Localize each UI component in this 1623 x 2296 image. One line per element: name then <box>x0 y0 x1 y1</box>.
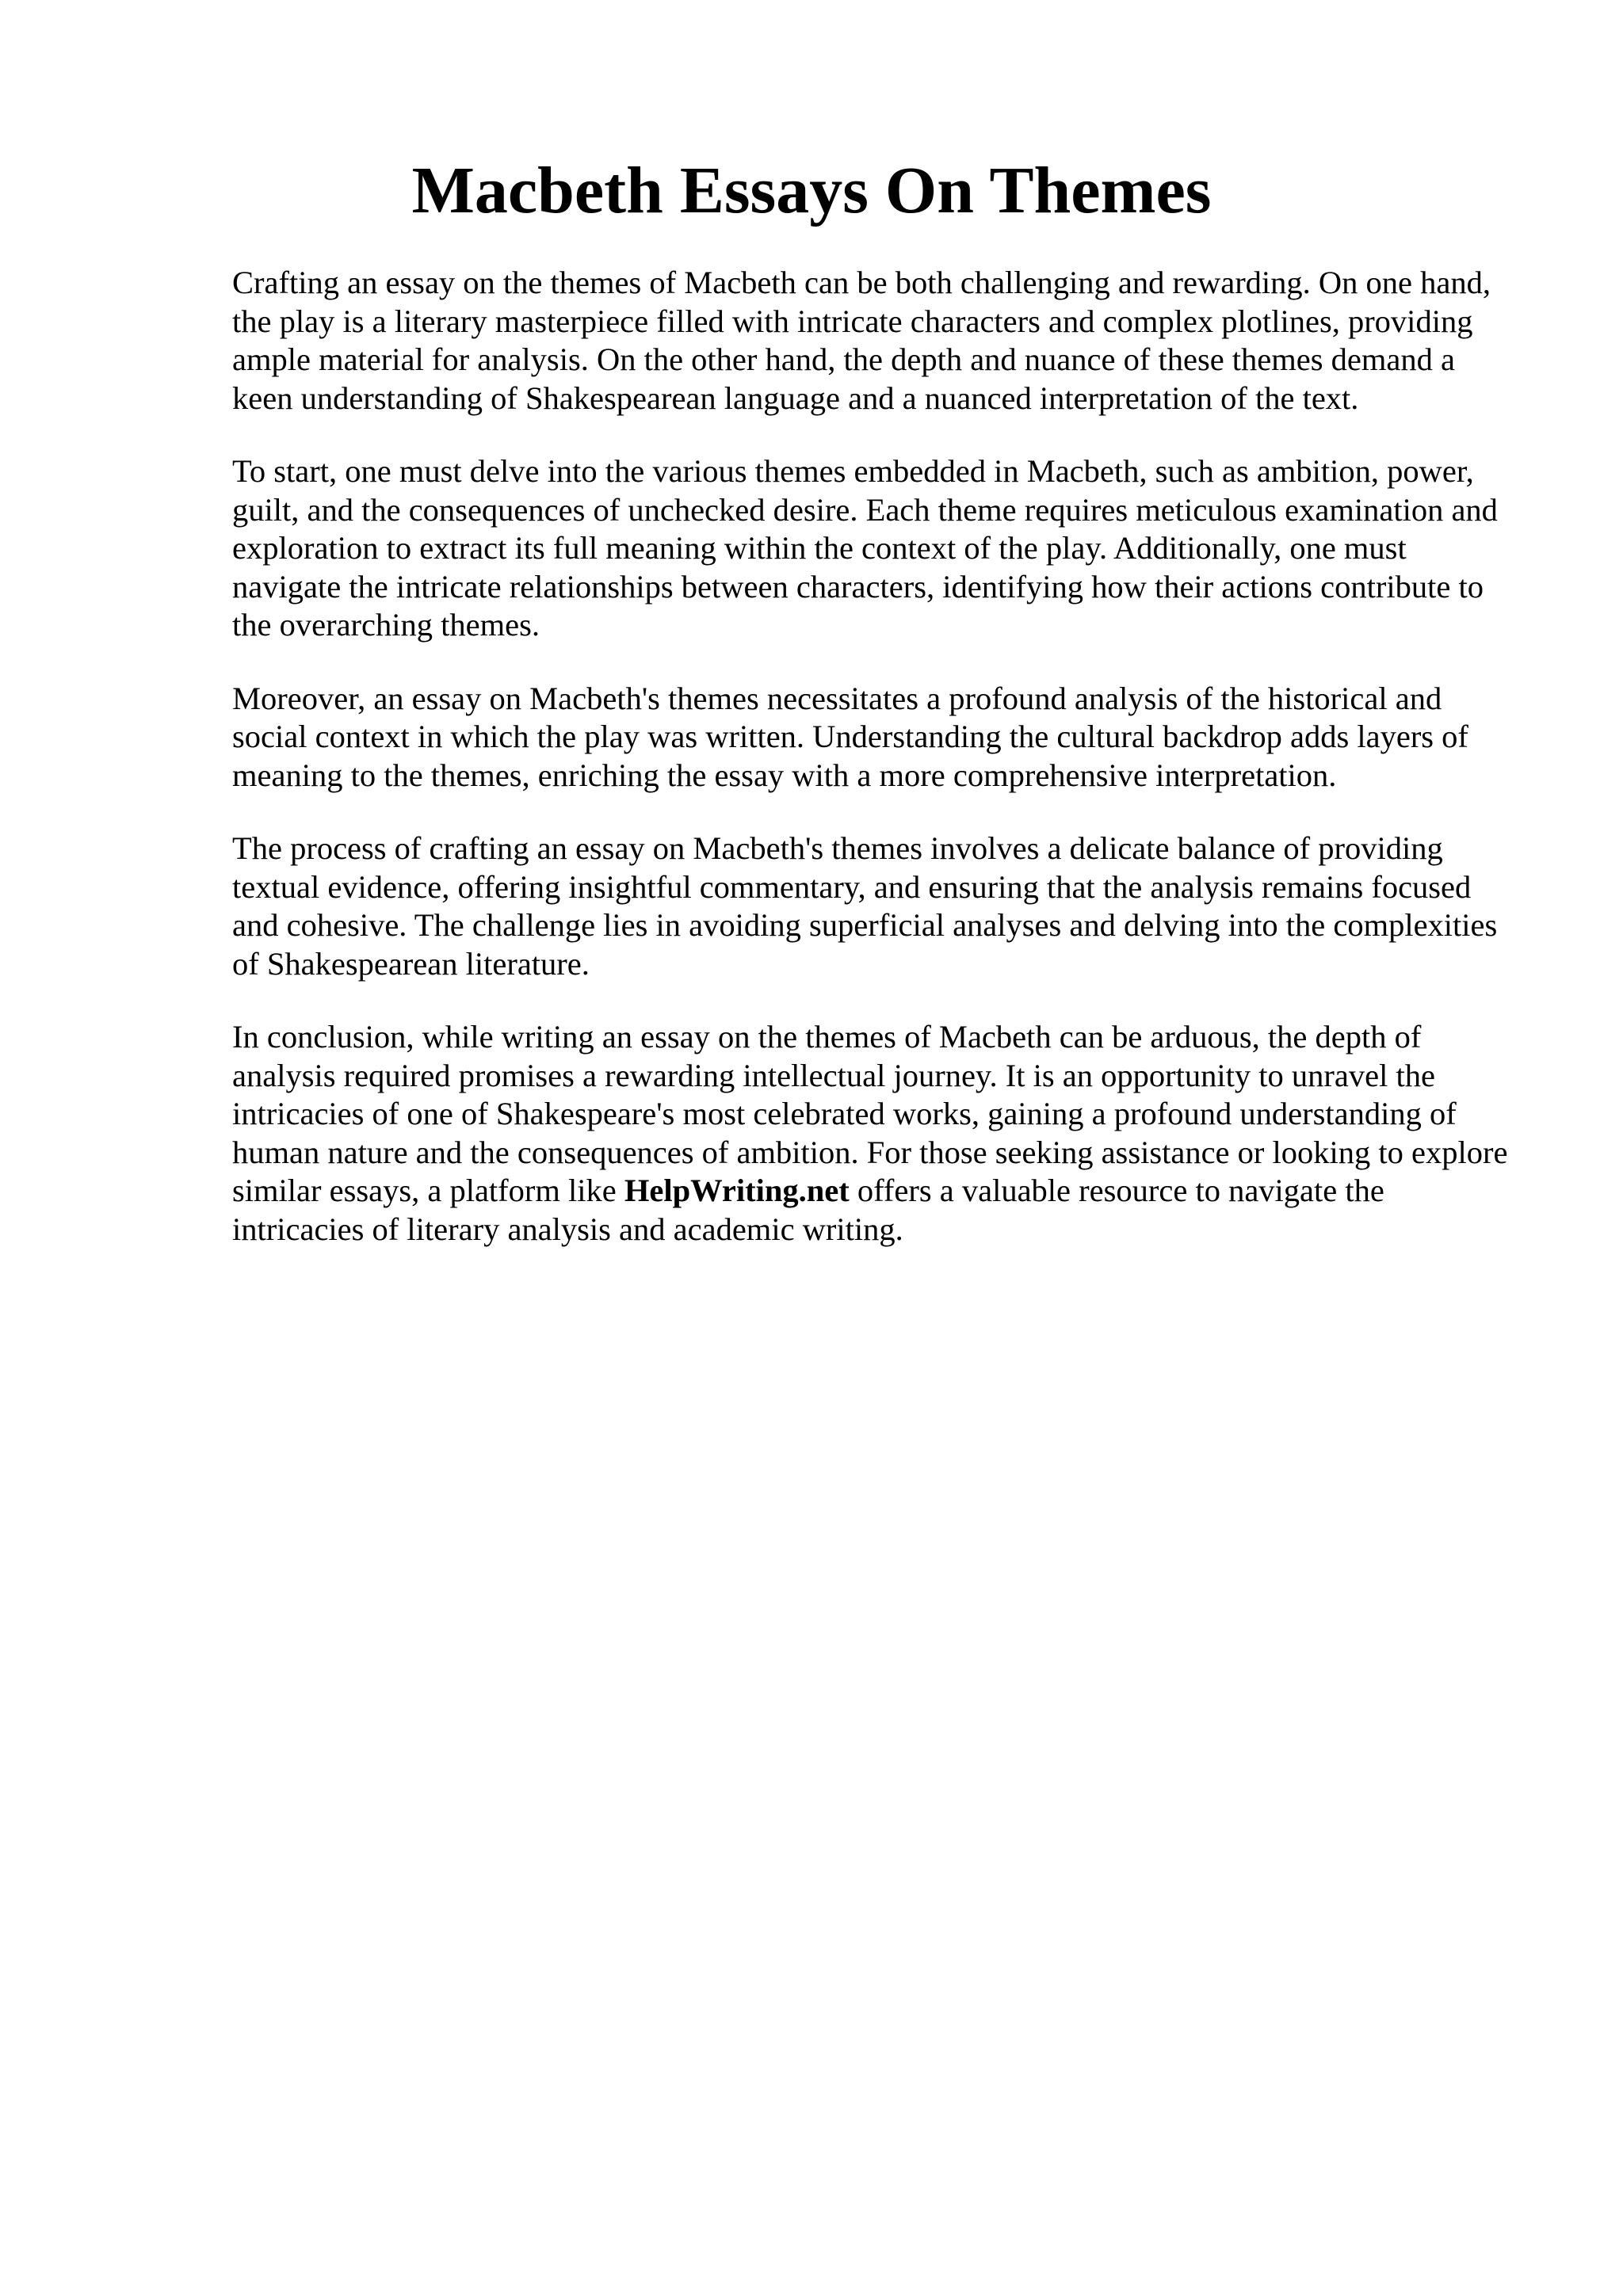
helpwriting-link[interactable]: HelpWriting.net <box>624 1173 850 1208</box>
document-body <box>232 264 1516 1283</box>
paragraph-intro: Crafting an essay on the themes of Macbeth can be both challenging and rewarding. On one hand, the play is a literary masterpiece filled with intricate characters and complex plotlines, providing ample material for analysis. On the other hand, the depth and nuance of these themes demand a keen understanding of Shakespearean language and a nuanced interpretation of the text. <box>232 265 1491 416</box>
conclusion-text-end: offers a valuable resource to navigate the intricacies of literary analysis and academic writing. <box>232 1173 1384 1247</box>
paragraph-process: The process of crafting an essay on Macbeth's themes involves a delicate balance of providing textual evidence, offering insightful commentary, and ensuring that the analysis remains focused and cohesive. The challenge lies in avoiding superficial analyses and delving into the complexities of Shakespearean literature. <box>232 830 1498 982</box>
paragraph-context: Moreover, an essay on Macbeth's themes necessitates a profound analysis of the historical and social context in which the play was written. Understanding the cultural backdrop adds layers of meaning to the themes, enriching the essay with a more comprehensive interpretation. <box>232 680 1468 793</box>
paragraph-conclusion <box>232 1018 1516 1249</box>
conclusion-text-start: In conclusion, while writing an essay on the themes of Macbeth can be arduous, the depth of analysis required promises a rewarding intellectual journey. It is an opportunity to unravel the intricacies of one of Shakespeare's most celebrated works, gaining a profound understanding of human nature and the consequences of ambition. For those seeking assistance or looking to explore similar essays, a platform like <box>232 1019 1508 1208</box>
paragraph-themes: To start, one must delve into the various themes embedded in Macbeth, such as ambition, power, guilt, and the consequences of unchecked desire. Each theme requires meticulous examination and exploration to extract its full meaning within the context of the play. Additionally, one must navigate the intricate relationships between characters, identifying how their actions contribute to the overarching themes. <box>232 453 1498 643</box>
document-title: Macbeth Essays On Themes <box>411 154 1212 227</box>
